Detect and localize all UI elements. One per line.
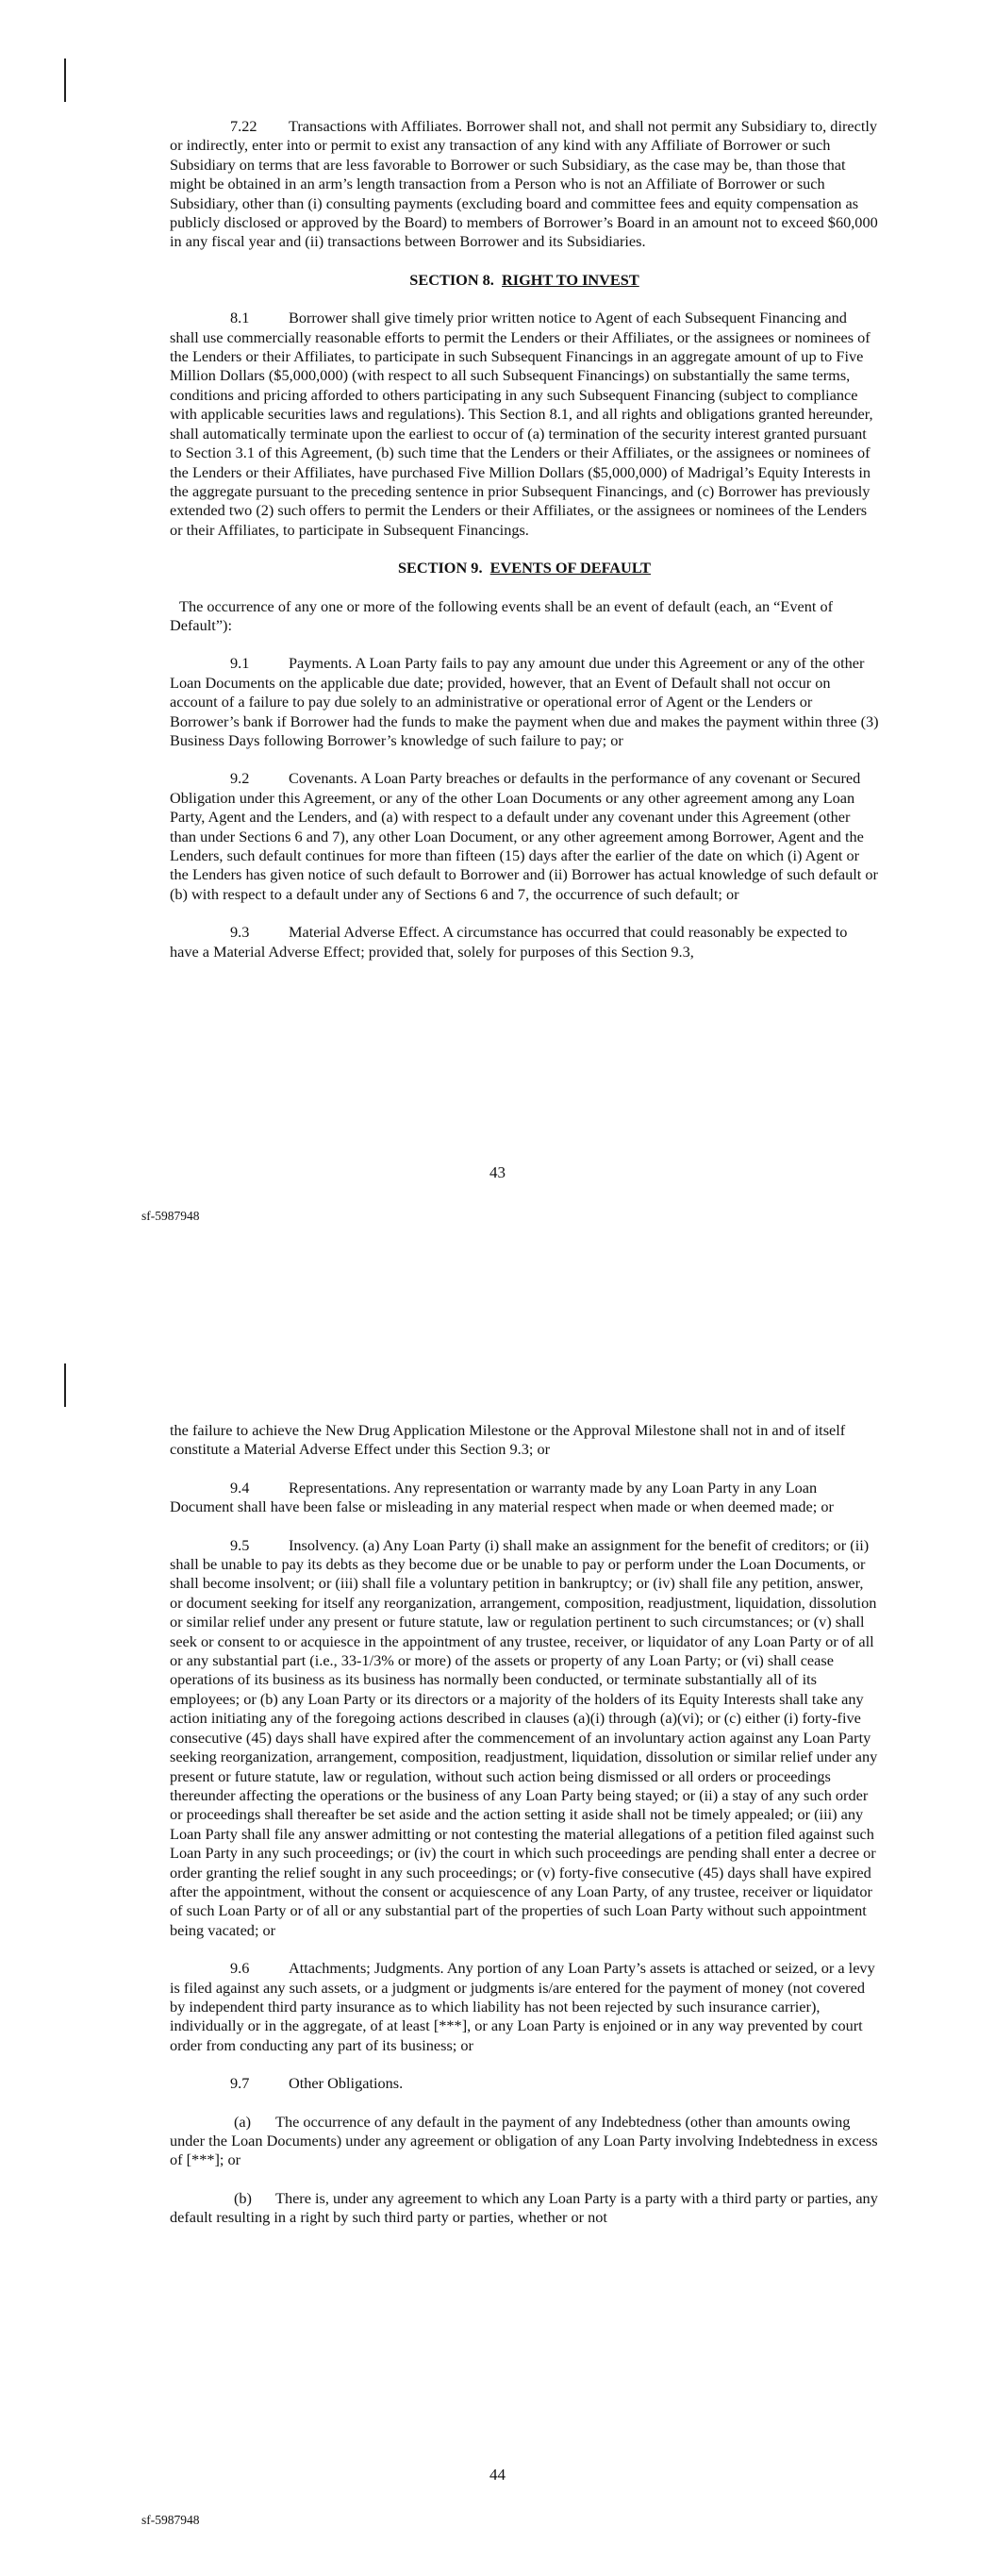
section-7-22 <box>170 117 879 252</box>
page-number: 44 <box>489 2466 506 2484</box>
section-9-3 <box>170 923 879 962</box>
section-number: 9.2 <box>230 769 250 788</box>
page-44 <box>0 1302 995 2576</box>
section-title: RIGHT TO INVEST <box>502 270 639 289</box>
section-number: 9.7 <box>230 2074 250 2093</box>
section-text: Payments. A Loan Party fails to pay any amount due under this Agreement or any of the other Loan Documents on the applicable due date; provided, however, that an Event of Default shall not occur on account of a failure to pay due solely to an administrative or operational error of Agent or the Lenders or Borrower’s bank if Borrower had the funds to make the payment when due and makes the payment within three (3) Business Days following Borrower’s knowledge of such failure to pay; or <box>170 654 879 749</box>
page-43 <box>0 0 995 1283</box>
section-9-7-a <box>170 2113 879 2170</box>
section-9-intro: The occurrence of any one or more of the following events shall be an event of default (each, an “Event of Default”): <box>170 596 834 634</box>
section-number: 9.3 <box>230 923 250 942</box>
subsection-number: (a) <box>234 2112 252 2131</box>
section-number: 7.22 <box>230 117 257 135</box>
section-text: Insolvency. (a) Any Loan Party (i) shall make an assignment for the benefit of creditors; or (ii) shall be unable to pay its debts as they become due or be unable to pay or perform under the Loan Documents, or shall become insolvent; or (iii) shall file a voluntary petition in bankruptcy; or (iv) shall file any petition, answer, or document seeking for itself any reorganization, arrangement, composition, readjustment, liquidation, dissolution or similar relief under any present or future statute, law or regulation pertinent to such circumstances; or (v) shall seek or consent to or acquiesce in the appointment of any trustee, receiver, or liquidator of any Loan Party or of all or any substantial part (i.e., 33-1/3% or more) of the assets or property of any Loan Party; or (vi) shall cease operations of its business as its business has normally been conducted, or terminate substantially all of its employees; or (b) any Loan Party or its directors or a majority of the holders of its Equity Interests shall take any action initiating any of the foregoing actions described in clauses (a)(i) through (a)(vi); or (c) either (i) forty-five consecutive (45) days shall have expired after the commencement of an involuntary action against any Loan Party seeking reorganization, arrangement, composition, readjustment, liquidation, dissolution or similar relief under any present or future statute, law or regulation, without such action being dismissed or all orders or proceedings thereunder affecting the operations or the business of any Loan Party being stayed; or (ii) a stay of any such order or proceedings shall thereafter be set aside and the action setting it aside shall not be timely appealed; or (iii) any Loan Party shall file any answer admitting or not contesting the material allegations of a petition filed against such Loan Party in any such proceedings; or (iv) the court in which such proceedings are pending shall enter a decree or order granting the relief sought in any such proceedings; or (v) forty-five consecutive (45) days shall have expired after the appointment, without the consent or acquiescence of any Loan Party, of any trustee, receiver or liquidator of such Loan Party or of all or any substantial part of the properties of such Loan Party without such appointment being vacated; or <box>170 1535 878 1939</box>
document-id: sf-5987948 <box>141 2513 200 2527</box>
section-number: 9.4 <box>230 1478 250 1497</box>
section-title: EVENTS OF DEFAULT <box>489 559 652 577</box>
section-number: 9.5 <box>230 1535 250 1554</box>
section-9-7-b <box>170 2189 879 2228</box>
subsection-number: (b) <box>234 2188 252 2207</box>
section-9-4 <box>170 1479 879 1517</box>
section-number: 9.1 <box>230 654 250 673</box>
section-number: 8.1 <box>230 309 250 327</box>
section-9-heading <box>170 559 879 577</box>
subsection-text: The occurrence of any default in the payment of any Indebtedness (other than amounts owing under the Loan Documents) under any agreement or obligation of any Loan Party involving Indebtedness in excess of [***]; or <box>170 2112 878 2169</box>
section-text: Material Adverse Effect. A circumstance has occurred that could reasonably be expected to have a Material Adverse Effect; provided that, solely for purposes of this Section 9.3, <box>170 923 848 961</box>
page-number: 43 <box>489 1163 506 1181</box>
section-9-1 <box>170 654 879 750</box>
section-9-7 <box>170 2074 879 2093</box>
section-9-2 <box>170 769 879 904</box>
section-label: SECTION 8. <box>409 270 494 289</box>
section-text: Attachments; Judgments. Any portion of any Loan Party’s assets is attached or seized, or a levy is filed against any such assets, or a judgment or judgments is/are entered for the payment of money (not covered by independent third party insurance as to which liability has not been rejected by such insurance carrier), individually or in the aggregate, of at least [***], or any Loan Party is enjoined or in any way prevented by court order from conducting any part of its business; or <box>170 1959 875 2054</box>
change-bar-marker <box>64 1363 66 1407</box>
page-44-content <box>170 1421 879 2247</box>
section-8-heading <box>170 271 879 290</box>
section-9-5 <box>170 1536 879 1941</box>
page-43-content <box>170 117 879 980</box>
section-9-3-continued: the failure to achieve the New Drug Application Milestone or the Approval Milestone shall not in and of itself constitute a Material Adverse Effect under this Section 9.3; or <box>170 1421 846 1459</box>
section-text: Representations. Any representation or warranty made by any Loan Party in any Loan Document shall have been false or misleading in any material respect when made or when deemed made; or <box>170 1478 834 1516</box>
section-8-1 <box>170 309 879 540</box>
subsection-text: There is, under any agreement to which any Loan Party is a party with a third party or parties, any default resulting in a right by such third party or parties, whether or not <box>170 2188 878 2227</box>
document-id: sf-5987948 <box>141 1209 200 1223</box>
section-text: Transactions with Affiliates. Borrower shall not, and shall not permit any Subsidiary to, directly or indirectly, enter into or permit to exist any transaction of any kind with any Affiliate of Borrower or such Subsidiary on terms that are less favorable to Borrower or such Subsidiary, as the case may be, than those that might be obtained in an arm’s length transaction from a Person who is not an Affiliate of Borrower or such Subsidiary, other than (i) consulting payments (excluding board and committee fees and equity compensation as publicly disclosed or approved by the Board) to members of Borrower’s Board in an amount not to exceed $60,000 in any fiscal year and (ii) transactions between Borrower and its Subsidiaries. <box>170 117 878 251</box>
section-9-6 <box>170 1959 879 2055</box>
change-bar-marker <box>64 59 66 102</box>
section-number: 9.6 <box>230 1959 250 1978</box>
section-text: Other Obligations. <box>289 2074 404 2093</box>
section-text: Borrower shall give timely prior written notice to Agent of each Subsequent Financing and shall use commercially reasonable efforts to permit the Lenders or their Affiliates, or the assignees or nominees of the Lenders or their Affiliates, to participate in such Subsequent Financings in an aggregate amount of up to Five Million Dollars ($5,000,000) (with respect to all such Subsequent Financings) on substantially the same terms, conditions and pricing afforded to others participating in any such Subsequent Financing (subject to compliance with applicable securities laws and regulations). This Section 8.1, and all rights and obligations granted hereunder, shall automatically terminate upon the earliest to occur of (a) termination of the security interest granted pursuant to Section 3.1 of this Agreement, (b) such time that the Lenders or their Affiliates, or the assignees or nominees of the Lenders or their Affiliates, have purchased Five Million Dollars ($5,000,000) of Madrigal’s Equity Interests in the aggregate pursuant to the preceding sentence in prior Subsequent Financings, and (c) Borrower has previously extended two (2) such offers to permit the Lenders or their Affiliates, or the assignees or nominees of the Lenders or their Affiliates, to participate in Subsequent Financings. <box>170 309 873 539</box>
section-label: SECTION 9. <box>397 559 483 577</box>
section-text: Covenants. A Loan Party breaches or defaults in the performance of any covenant or Secured Obligation under this Agreement, or any of the other Loan Documents or any other agreement among any Loan Party, Agent and the Lenders, and (a) with respect to a default under any covenant under this Agreement (other than under Sections 6 and 7), any other Loan Document, or any other agreement among Borrower, Agent and the Lenders, such default continues for more than fifteen (15) days after the earlier of the date on which (i) Agent or the Lenders has given notice of such default to Borrower and (ii) Borrower has actual knowledge of such default or (b) with respect to a default under any of Sections 6 and 7, the occurrence of such default; or <box>170 769 878 903</box>
